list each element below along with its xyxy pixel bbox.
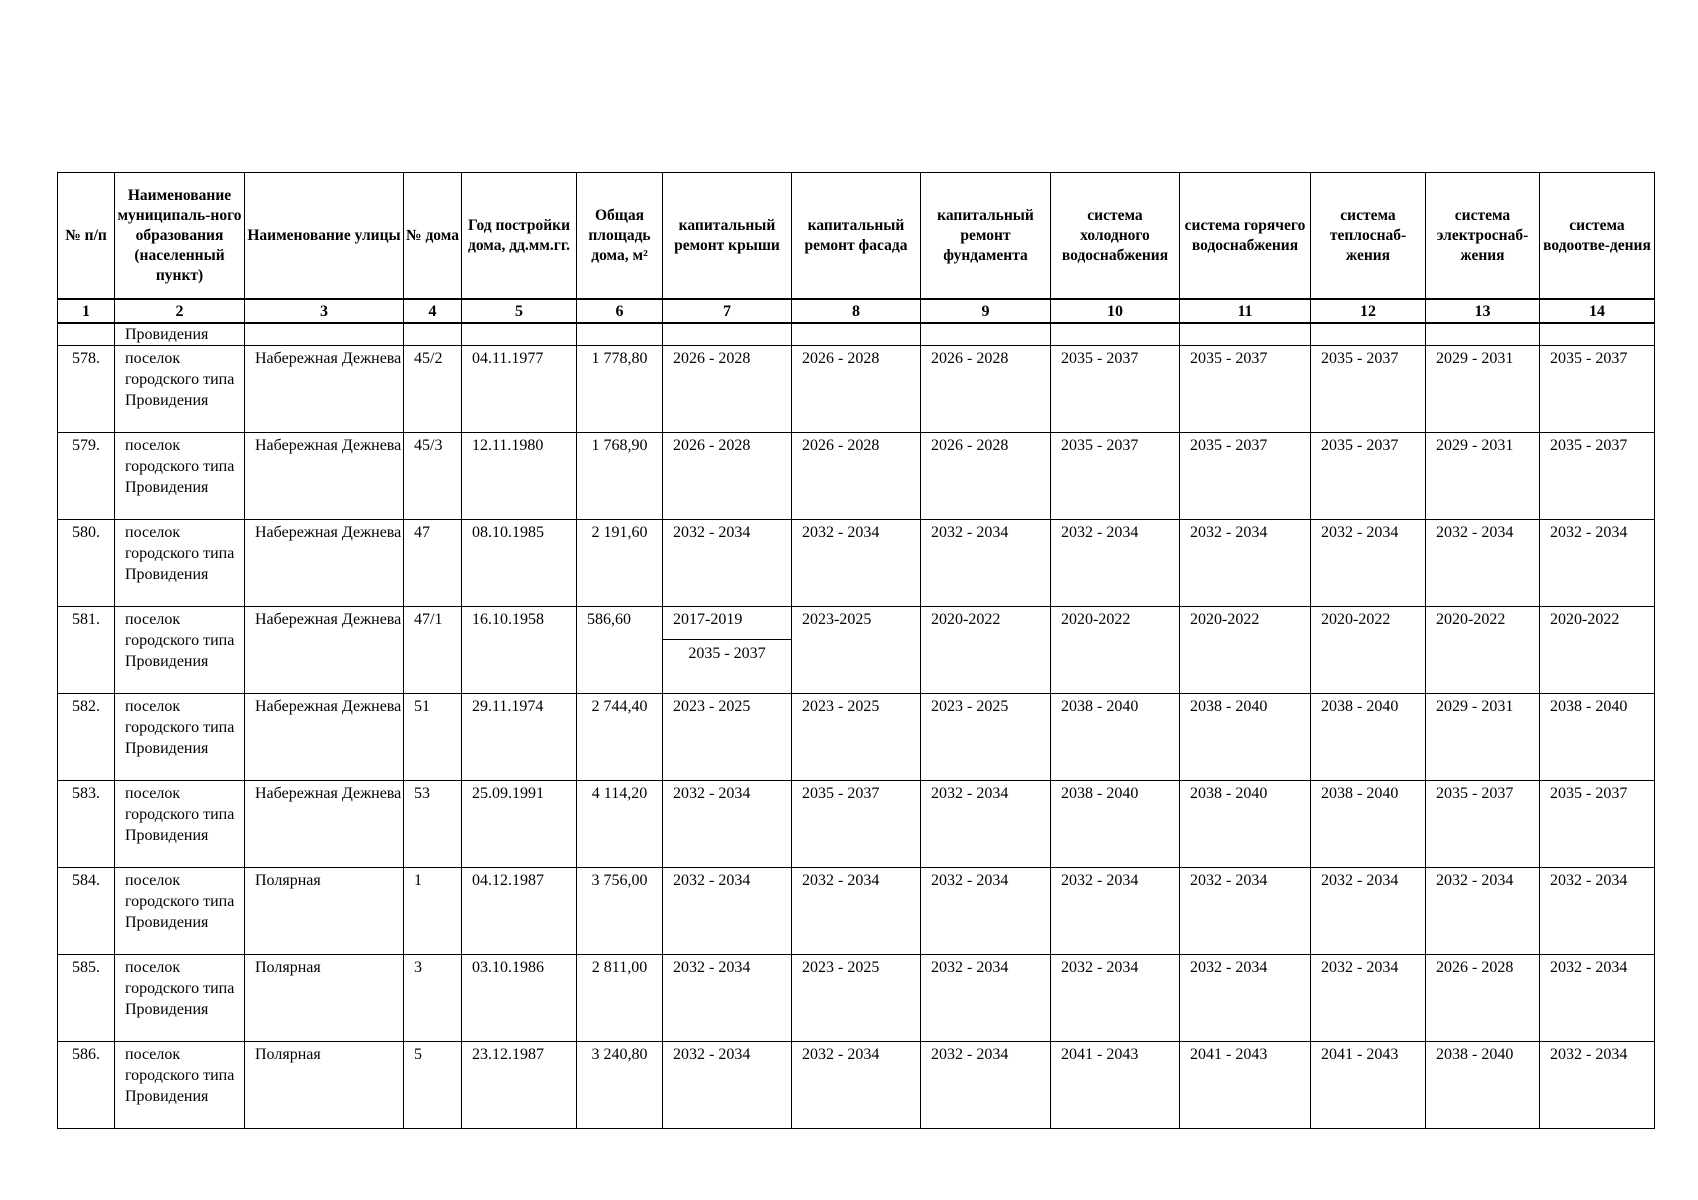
electric-cell: 2038 - 2040	[1426, 1042, 1540, 1129]
street-cell: Набережная Дежнева	[245, 607, 404, 694]
area-cell: 2 191,60	[577, 520, 663, 607]
facade-cell: 2032 - 2034	[792, 520, 921, 607]
street-cell: Набережная Дежнева	[245, 346, 404, 433]
facade-cell: 2035 - 2037	[792, 781, 921, 868]
street-cell: Полярная	[245, 955, 404, 1042]
house-cell: 45/2	[404, 346, 462, 433]
street-cell: Полярная	[245, 868, 404, 955]
table-row	[58, 955, 1655, 1042]
sewerage-cell: 2032 - 2034	[1540, 955, 1655, 1042]
hot-water-cell: 2035 - 2037	[1180, 346, 1311, 433]
settlement-cell: поселок городского типа Провидения	[115, 607, 245, 694]
settlement-cell: поселок городского типа Провидения	[115, 868, 245, 955]
electric-cell: 2032 - 2034	[1426, 520, 1540, 607]
roof-cell: 2023 - 2025	[663, 694, 792, 781]
column-number: 14	[1540, 299, 1655, 323]
roof-cell: 2032 - 2034	[663, 781, 792, 868]
header-cell: система холодного водоснабжения	[1051, 173, 1180, 300]
area-cell: 586,60	[577, 607, 663, 694]
hot-water-cell: 2032 - 2034	[1180, 868, 1311, 955]
heating-cell: 2020-2022	[1311, 607, 1426, 694]
heating-cell: 2035 - 2037	[1311, 433, 1426, 520]
row-number: 578.	[58, 346, 115, 433]
row-number: 579.	[58, 433, 115, 520]
header-cell: Наименование улицы	[245, 173, 404, 300]
built-cell: 23.12.1987	[462, 1042, 577, 1129]
header-cell: № п/п	[58, 173, 115, 300]
built-cell: 03.10.1986	[462, 955, 577, 1042]
column-number: 8	[792, 299, 921, 323]
electric-cell: 2035 - 2037	[1426, 781, 1540, 868]
cold-water-cell: 2038 - 2040	[1051, 694, 1180, 781]
roof-cell: 2032 - 2034	[663, 1042, 792, 1129]
settlement-cell: поселок городского типа Провидения	[115, 1042, 245, 1129]
area-cell: 2 811,00	[577, 955, 663, 1042]
table-row	[58, 520, 1655, 607]
built-cell: 12.11.1980	[462, 433, 577, 520]
cold-water-cell: 2041 - 2043	[1051, 1042, 1180, 1129]
built-cell: 04.11.1977	[462, 346, 577, 433]
house-cell: 53	[404, 781, 462, 868]
house-cell: 1	[404, 868, 462, 955]
roof-cell: 2032 - 2034	[663, 955, 792, 1042]
column-number: 9	[921, 299, 1051, 323]
roof-cell: 2032 - 2034	[663, 520, 792, 607]
heating-cell: 2032 - 2034	[1311, 868, 1426, 955]
house-cell: 51	[404, 694, 462, 781]
column-number: 11	[1180, 299, 1311, 323]
sewerage-cell: 2032 - 2034	[1540, 1042, 1655, 1129]
header-cell: Год постройки дома, дд.мм.гг.	[462, 173, 577, 300]
row-number: 582.	[58, 694, 115, 781]
column-number: 4	[404, 299, 462, 323]
street-cell: Набережная Дежнева	[245, 433, 404, 520]
cold-water-cell: 2038 - 2040	[1051, 781, 1180, 868]
table-row	[58, 1042, 1655, 1129]
electric-cell: 2026 - 2028	[1426, 955, 1540, 1042]
hot-water-cell: 2038 - 2040	[1180, 694, 1311, 781]
electric-cell: 2032 - 2034	[1426, 868, 1540, 955]
hot-water-cell: 2032 - 2034	[1180, 955, 1311, 1042]
heating-cell: 2038 - 2040	[1311, 781, 1426, 868]
cold-water-cell: 2032 - 2034	[1051, 520, 1180, 607]
cold-water-cell: 2032 - 2034	[1051, 868, 1180, 955]
foundation-cell: 2026 - 2028	[921, 346, 1051, 433]
table-row	[58, 868, 1655, 955]
hot-water-cell: 2041 - 2043	[1180, 1042, 1311, 1129]
foundation-cell: 2032 - 2034	[921, 1042, 1051, 1129]
settlement-cell: поселок городского типа Провидения	[115, 433, 245, 520]
built-cell: 25.09.1991	[462, 781, 577, 868]
heating-cell: 2035 - 2037	[1311, 346, 1426, 433]
sewerage-cell: 2035 - 2037	[1540, 781, 1655, 868]
column-number-row	[58, 299, 1655, 323]
area-cell: 3 240,80	[577, 1042, 663, 1129]
header-cell: система теплоснаб-жения	[1311, 173, 1426, 300]
table-row	[58, 694, 1655, 781]
column-number: 13	[1426, 299, 1540, 323]
row-number: 580.	[58, 520, 115, 607]
column-number: 2	[115, 299, 245, 323]
cold-water-cell: 2032 - 2034	[1051, 955, 1180, 1042]
sewerage-cell: 2038 - 2040	[1540, 694, 1655, 781]
street-cell: Набережная Дежнева	[245, 520, 404, 607]
heating-cell: 2032 - 2034	[1311, 520, 1426, 607]
facade-cell: 2023 - 2025	[792, 694, 921, 781]
table-row	[58, 607, 1655, 694]
built-cell: 29.11.1974	[462, 694, 577, 781]
settlement-cell: поселок городского типа Провидения	[115, 955, 245, 1042]
area-cell: 1 778,80	[577, 346, 663, 433]
house-cell: 47/1	[404, 607, 462, 694]
capital-repair-schedule-table	[57, 172, 1655, 1129]
settlement-cell: поселок городского типа Провидения	[115, 520, 245, 607]
header-cell: система электроснаб-жения	[1426, 173, 1540, 300]
street-cell: Полярная	[245, 1042, 404, 1129]
column-number: 12	[1311, 299, 1426, 323]
hot-water-cell: 2032 - 2034	[1180, 520, 1311, 607]
header-cell: Общая площадь дома, м²	[577, 173, 663, 300]
built-cell: 04.12.1987	[462, 868, 577, 955]
table-row	[58, 346, 1655, 433]
house-cell: 47	[404, 520, 462, 607]
area-cell: 3 756,00	[577, 868, 663, 955]
area-cell: 2 744,40	[577, 694, 663, 781]
sewerage-cell: 2035 - 2037	[1540, 346, 1655, 433]
table-row	[58, 433, 1655, 520]
cold-water-cell: 2020-2022	[1051, 607, 1180, 694]
row-number: 581.	[58, 607, 115, 694]
electric-cell: 2029 - 2031	[1426, 433, 1540, 520]
foundation-cell: 2032 - 2034	[921, 520, 1051, 607]
header-cell: система горячего водоснабжения	[1180, 173, 1311, 300]
built-cell: 16.10.1958	[462, 607, 577, 694]
electric-cell: 2029 - 2031	[1426, 694, 1540, 781]
column-number: 5	[462, 299, 577, 323]
sewerage-cell: 2035 - 2037	[1540, 433, 1655, 520]
hot-water-cell: 2020-2022	[1180, 607, 1311, 694]
foundation-cell: 2032 - 2034	[921, 868, 1051, 955]
heating-cell: 2038 - 2040	[1311, 694, 1426, 781]
header-cell: № дома	[404, 173, 462, 300]
area-cell: 4 114,20	[577, 781, 663, 868]
roof-cell-split	[663, 607, 792, 694]
row-number: 586.	[58, 1042, 115, 1129]
header-cell: капитальный ремонт фасада	[792, 173, 921, 300]
row-number: 584.	[58, 868, 115, 955]
roof-cell: 2026 - 2028	[663, 433, 792, 520]
sewerage-cell: 2032 - 2034	[1540, 868, 1655, 955]
foundation-cell: 2032 - 2034	[921, 781, 1051, 868]
facade-cell: 2023 - 2025	[792, 955, 921, 1042]
electric-cell: 2029 - 2031	[1426, 346, 1540, 433]
row-number: 585.	[58, 955, 115, 1042]
roof-cell: 2026 - 2028	[663, 346, 792, 433]
header-cell: Наименование муниципаль-ного образования (населенный пункт)	[115, 173, 245, 300]
settlement-cell: поселок городского типа Провидения	[115, 694, 245, 781]
facade-cell: 2023-2025	[792, 607, 921, 694]
cold-water-cell: 2035 - 2037	[1051, 433, 1180, 520]
area-cell: 1 768,90	[577, 433, 663, 520]
facade-cell: 2026 - 2028	[792, 346, 921, 433]
foundation-cell: 2026 - 2028	[921, 433, 1051, 520]
foundation-cell: 2020-2022	[921, 607, 1051, 694]
column-number: 6	[577, 299, 663, 323]
roof-cell: 2032 - 2034	[663, 868, 792, 955]
continuation-text: Провидения	[115, 323, 245, 346]
settlement-cell: поселок городского типа Провидения	[115, 781, 245, 868]
heating-cell: 2032 - 2034	[1311, 955, 1426, 1042]
built-cell: 08.10.1985	[462, 520, 577, 607]
house-cell: 45/3	[404, 433, 462, 520]
facade-cell: 2032 - 2034	[792, 1042, 921, 1129]
roof-period-second: 2035 - 2037	[688, 645, 766, 662]
row-number: 583.	[58, 781, 115, 868]
facade-cell: 2032 - 2034	[792, 868, 921, 955]
electric-cell: 2020-2022	[1426, 607, 1540, 694]
header-cell: капитальный ремонт фундамента	[921, 173, 1051, 300]
header-cell: система водоотве-дения	[1540, 173, 1655, 300]
cold-water-cell: 2035 - 2037	[1051, 346, 1180, 433]
sewerage-cell: 2032 - 2034	[1540, 520, 1655, 607]
column-number: 3	[245, 299, 404, 323]
column-number: 7	[663, 299, 792, 323]
street-cell: Набережная Дежнева	[245, 694, 404, 781]
table-row	[58, 781, 1655, 868]
foundation-cell: 2032 - 2034	[921, 955, 1051, 1042]
sewerage-cell: 2020-2022	[1540, 607, 1655, 694]
foundation-cell: 2023 - 2025	[921, 694, 1051, 781]
hot-water-cell: 2038 - 2040	[1180, 781, 1311, 868]
column-number: 1	[58, 299, 115, 323]
hot-water-cell: 2035 - 2037	[1180, 433, 1311, 520]
house-cell: 5	[404, 1042, 462, 1129]
roof-period-first: 2017-2019	[663, 609, 791, 640]
facade-cell: 2026 - 2028	[792, 433, 921, 520]
street-cell: Набережная Дежнева	[245, 781, 404, 868]
settlement-cell: поселок городского типа Провидения	[115, 346, 245, 433]
continuation-row	[58, 323, 1655, 346]
house-cell: 3	[404, 955, 462, 1042]
header-cell: капитальный ремонт крыши	[663, 173, 792, 300]
column-number: 10	[1051, 299, 1180, 323]
header-row	[58, 173, 1655, 300]
heating-cell: 2041 - 2043	[1311, 1042, 1426, 1129]
